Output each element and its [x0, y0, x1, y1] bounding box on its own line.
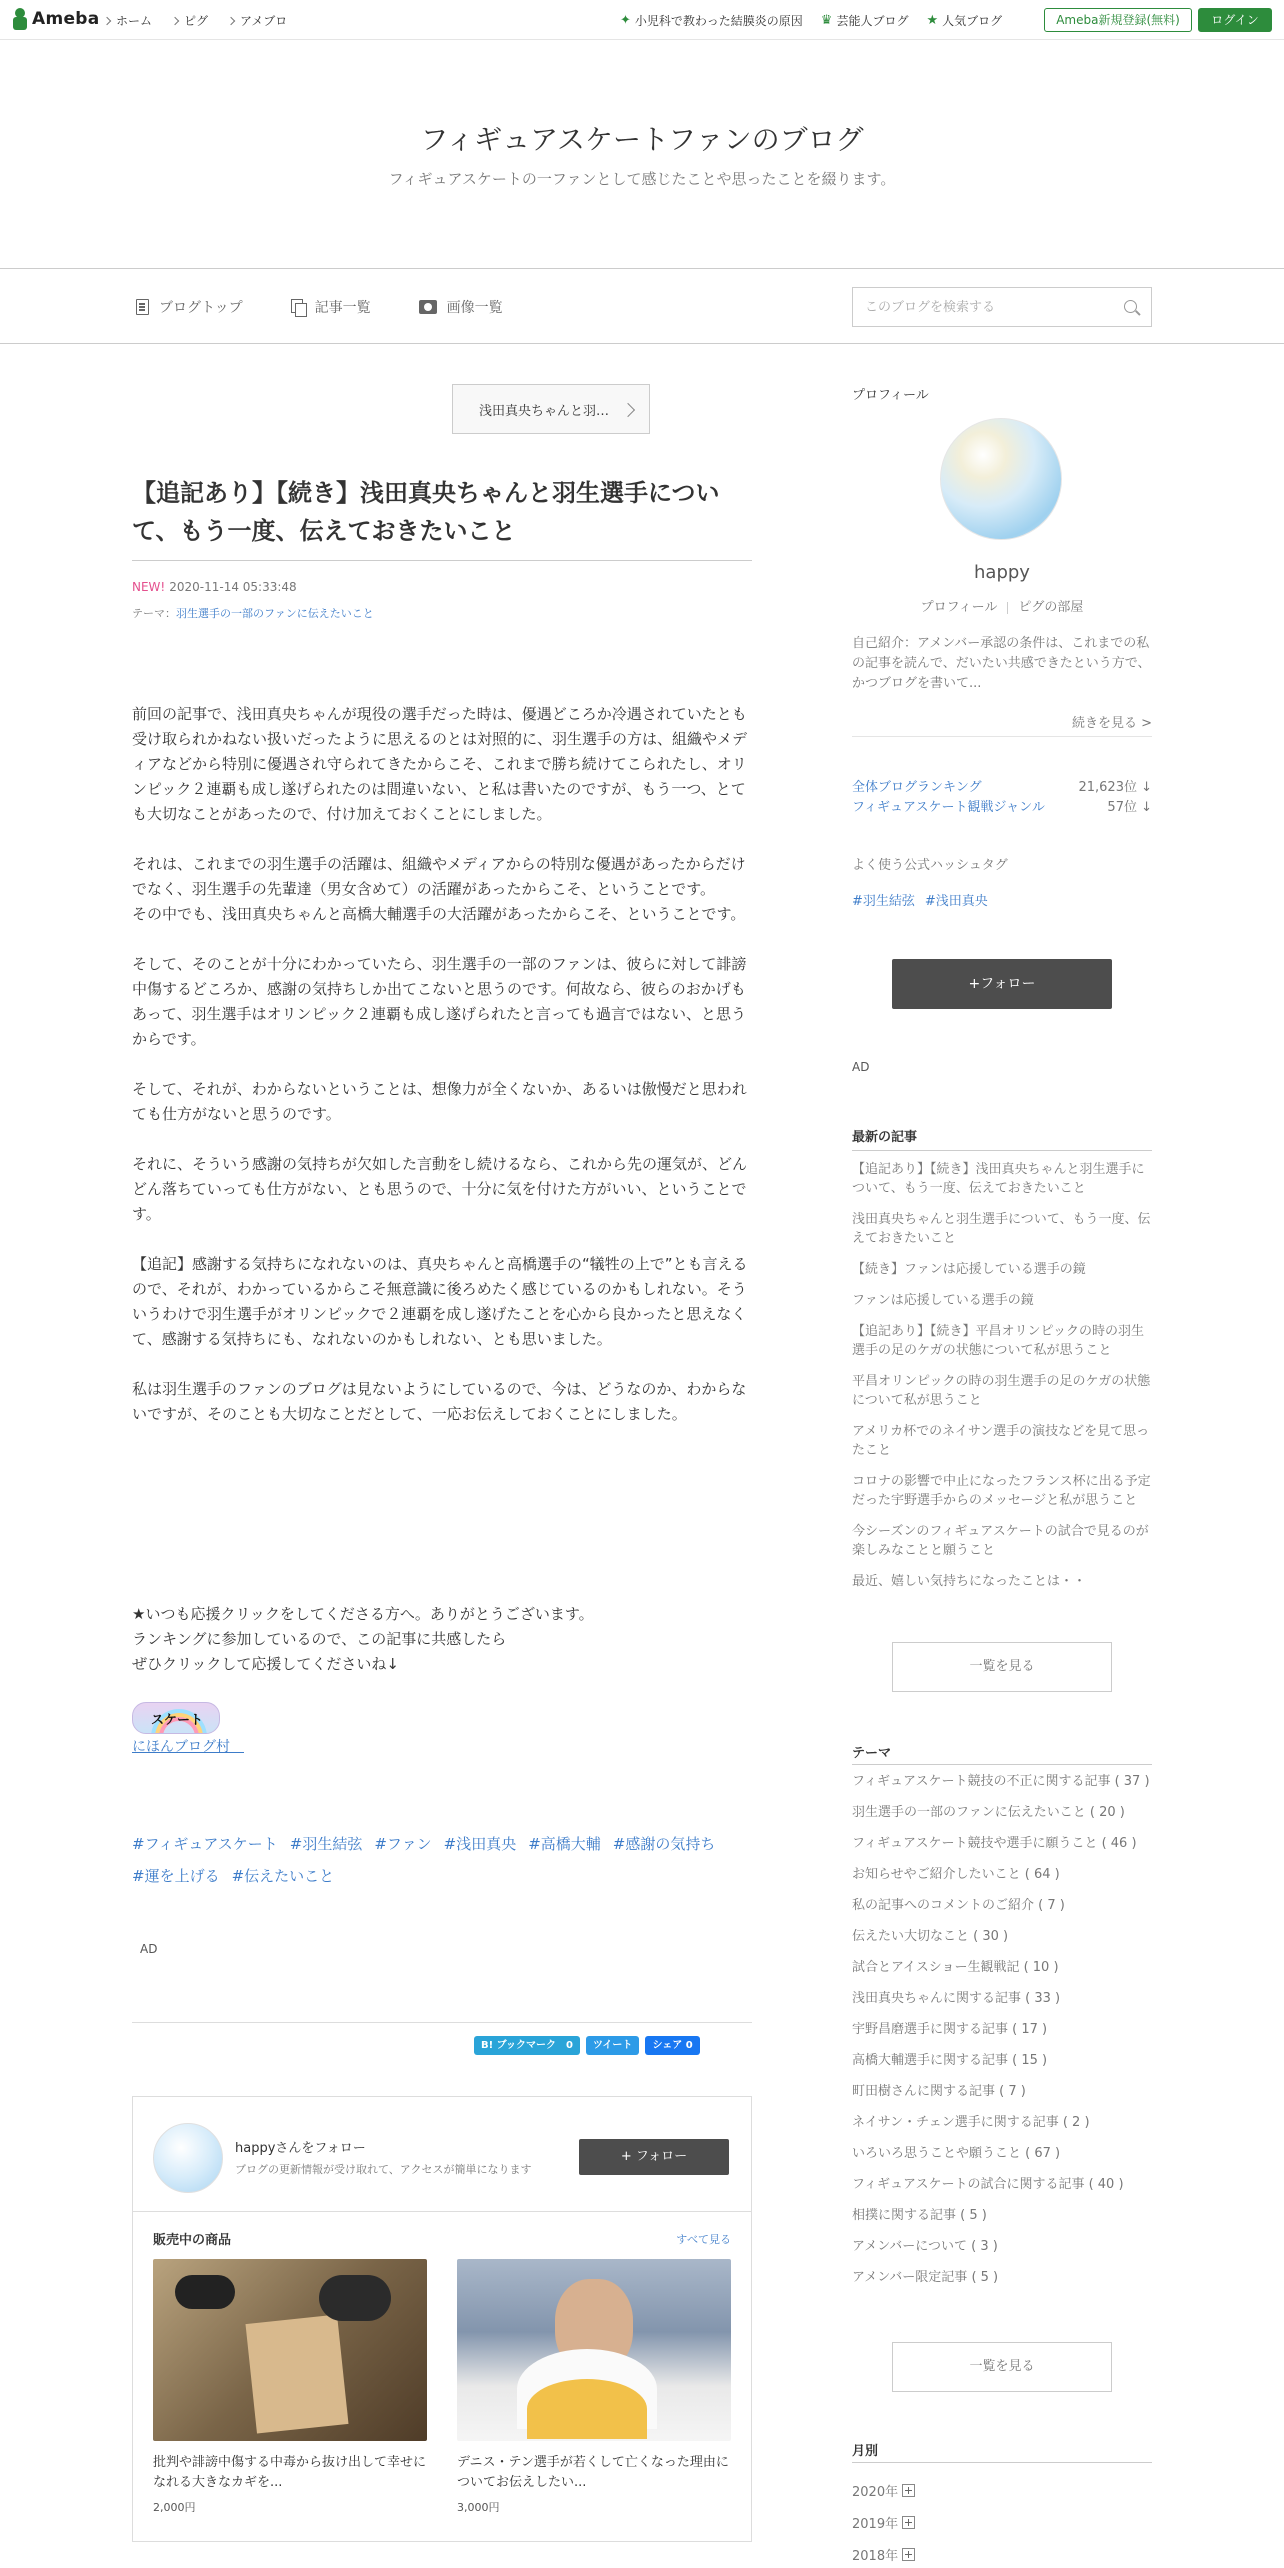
- latest-item[interactable]: コロナの影響で中止になったフランス杯に出る予定だった宇野選手からのメッセージと私が思うこと: [852, 1474, 1151, 1508]
- ranking-value: 21,623位 ↓: [1078, 780, 1152, 795]
- profile-links: [852, 596, 1152, 615]
- article-list-label: 記事一覧: [314, 300, 371, 316]
- article-body: [132, 702, 752, 1452]
- ranking-label[interactable]: 全体ブログランキング: [852, 780, 982, 795]
- logo-text: Ameba: [32, 9, 100, 29]
- ad-label: AD: [140, 1942, 158, 1956]
- hashtag[interactable]: #高橋大輔: [528, 1835, 601, 1853]
- blog-description: フィギュアスケートの一ファンとして感じたことや思ったことを綴ります。: [388, 170, 896, 188]
- product-name: 批判や誹謗中傷する中毒から抜け出して幸せになれる大きなカギを...: [153, 2455, 427, 2490]
- top-bar: [0, 0, 1284, 40]
- blog-nav: [0, 268, 1284, 344]
- promo-link-label: 小児科で教わった結膜炎の原因: [634, 14, 803, 28]
- month-label: 2019年: [852, 2516, 899, 2532]
- divider: [852, 2462, 1152, 2463]
- product-name: デニス・テン選手が若くして亡くなった理由についてお伝えしたい...: [457, 2455, 729, 2490]
- ad-label: AD: [852, 1060, 870, 1074]
- share-divider: [132, 2022, 752, 2023]
- hashtag[interactable]: #伝えたいこと: [231, 1867, 335, 1885]
- paragraph: そして、そのことが十分にわかっていたら、羽生選手の一部のファンは、彼らに対して誹謗中傷するどころか、感謝の気持ちしか出てこないと思うのです。何故なら、彼らのおかげもあって、羽生選手はオリンピック２連覇も成し遂げられたと言っても過言ではない、と思うからです。: [132, 955, 747, 1048]
- product-card[interactable]: [153, 2259, 427, 2515]
- theme-item[interactable]: フィギュアスケート競技の不正に関する記事 ( 37 ): [852, 1774, 1150, 1789]
- hashtag[interactable]: #ファン: [374, 1835, 432, 1853]
- month-item[interactable]: [852, 2506, 915, 2538]
- paragraph: そして、それが、わからないということは、想像力が全くないか、あるいは傲慢だと思われても仕方がないと思うのです。: [132, 1080, 747, 1123]
- latest-item[interactable]: 【追記あり】【続き】平昌オリンピックの時の羽生選手の足のケガの状態について私が思うこと: [852, 1324, 1144, 1358]
- chevron-right-icon: [171, 16, 179, 24]
- tweet-button[interactable]: ツイート: [586, 2036, 640, 2055]
- product-image: [153, 2259, 427, 2441]
- latest-item[interactable]: ファンは応援している選手の鏡: [852, 1293, 1034, 1308]
- theme-item[interactable]: 相撲に関する記事 ( 5 ): [852, 2208, 987, 2223]
- theme-item[interactable]: いろいろ思うことや願うこと ( 67 ): [852, 2146, 1061, 2161]
- follow-card-divider: [133, 2211, 751, 2212]
- hashtag[interactable]: #浅田真央: [924, 894, 988, 909]
- popular-blog-link[interactable]: [926, 12, 1002, 29]
- shop-see-all-link[interactable]: すべて見る: [676, 2233, 731, 2246]
- paragraph: それは、これまでの羽生選手の活躍は、組織やメディアからの特別な優遇があったからだけでなく、羽生選手の先輩達（男女含めて）の活躍があったからこそ、ということです。 その中でも、浅田真央ちゃんと高橋大輔選手の大活躍があったからこそ、ということです。: [132, 855, 746, 923]
- theme-list-button[interactable]: 一覧を見る: [892, 2342, 1112, 2392]
- paragraph: 【追記】感謝する気持ちになれないのは、真央ちゃんと高橋選手の“犠牲の上で”とも言えるので、それが、わかっているからこそ無意識に後ろめたく感じているのかもしれない。そういうわけで羽生選手がオリンピックで２連覇を成し遂げたことを心から良かったと思えなくて、感謝する気持ちにも、なれないのかもしれない、とも思いました。: [132, 1255, 748, 1348]
- nav-pigg-label: ピグ: [184, 14, 209, 28]
- theme-item[interactable]: 伝えたい大切なこと ( 30 ): [852, 1929, 1009, 1944]
- popular-blog-label: 人気ブログ: [942, 14, 1003, 28]
- camera-icon: [419, 300, 437, 314]
- follow-card: [132, 2096, 752, 2542]
- expand-plus-icon[interactable]: [902, 2548, 915, 2561]
- nav-ameblo[interactable]: [228, 12, 287, 29]
- divider: [852, 736, 1152, 737]
- ranking-message: ★いつも応援クリックをしてくださる方へ。ありがとうございます。 ランキングに参加しているので、この記事に共感したら ぜひクリックして応援してくださいね↓: [132, 1605, 594, 1673]
- article-hashtags: [132, 1828, 752, 1892]
- profile-name[interactable]: happy: [974, 562, 1030, 583]
- star-icon: ★: [926, 13, 939, 28]
- theme-item[interactable]: フィギュアスケート競技や選手に願うこと ( 46 ): [852, 1836, 1137, 1851]
- celebrity-blog-link[interactable]: [821, 12, 909, 29]
- profile-link[interactable]: プロフィール: [920, 600, 998, 615]
- product-image: [457, 2259, 731, 2441]
- chevron-right-icon: [103, 16, 111, 24]
- theme-item[interactable]: 町田樹さんに関する記事 ( 7 ): [852, 2084, 1026, 2099]
- latest-item[interactable]: 今シーズンのフィギュアスケートの試合で見るのが楽しみなことと願うこと: [852, 1524, 1149, 1558]
- article-title[interactable]: 【追記あり】【続き】浅田真央ちゃんと羽生選手について、もう一度、伝えておきたいこと: [132, 479, 720, 545]
- theme-item[interactable]: アメンバー限定記事 ( 5 ): [852, 2270, 999, 2285]
- celebrity-blog-label: 芸能人ブログ: [836, 14, 909, 28]
- profile-heading: プロフィール: [852, 388, 929, 403]
- follow-card-description: ブログの更新情報が受け取れて、アクセスが簡単になります: [235, 2163, 532, 2176]
- ameba-logo[interactable]: [12, 8, 100, 30]
- nav-home-label: ホーム: [116, 14, 153, 28]
- chevron-right-icon: [227, 16, 235, 24]
- theme-item[interactable]: お知らせやご紹介したいこと ( 64 ): [852, 1867, 1060, 1882]
- ameba-logo-icon: [12, 8, 28, 30]
- month-heading: 月別: [852, 2444, 879, 2459]
- divider: [852, 1764, 1152, 1765]
- blog-nav-links: [136, 297, 503, 317]
- article-theme: [132, 605, 374, 621]
- theme-item[interactable]: 試合とアイスショー生観戦記 ( 10 ): [852, 1960, 1059, 1975]
- blog-top-label: ブログトップ: [159, 300, 243, 316]
- latest-item[interactable]: 最近、嬉しい気持ちになったことは・・: [852, 1574, 1087, 1589]
- theme-item[interactable]: 私の記事へのコメントのご紹介 ( 7 ): [852, 1898, 1065, 1913]
- hatena-bookmark-button[interactable]: B! ブックマーク 0: [474, 2036, 580, 2055]
- paragraph: 前回の記事で、浅田真央ちゃんが現役の選手だった時は、優遇どころか冷遇されていたとも受け取られかねない扱いだったように思えるのとは対照的に、羽生選手の方は、組織やメディアなどから特別に優遇され守られてきたからこそ、これまで勝ち続けてこられたし、オリンピック２連覇も成し遂げられたのは間違いない、と私は書いたのですが、もう一つ、とても大切なことがあったので、付け加えておくことにしました。: [132, 705, 748, 823]
- document-icon: [136, 299, 149, 315]
- ranking-value: 57位 ↓: [1107, 800, 1152, 815]
- leaf-icon: ✦: [620, 13, 631, 28]
- article-list-link[interactable]: [291, 297, 371, 317]
- copy-icon: [291, 299, 305, 315]
- image-list-label: 画像一覧: [446, 300, 503, 316]
- top-nav: [104, 12, 287, 29]
- paragraph: 私は羽生選手のファンのブログは見ないようにしているので、今は、どうなのか、わからないですが、そのことも大切なことだとして、一応お伝えしておくことにしました。: [132, 1380, 747, 1423]
- article-date: 2020-11-14 05:33:48: [169, 580, 297, 594]
- image-list-link[interactable]: [419, 297, 503, 317]
- product-card[interactable]: [457, 2259, 731, 2515]
- blog-top-link[interactable]: [136, 297, 243, 317]
- crown-icon: ♛: [820, 13, 833, 28]
- hashtag[interactable]: #浅田真央: [443, 1835, 517, 1853]
- month-label: 2020年: [852, 2484, 899, 2500]
- read-more-link[interactable]: 続きを見る >: [1071, 716, 1152, 731]
- product-price: 2,000円: [153, 2501, 196, 2514]
- theme-item[interactable]: 浅田真央ちゃんに関する記事 ( 33 ): [852, 1991, 1061, 2006]
- shop-title: 販売中の商品: [153, 2233, 232, 2248]
- hashtag[interactable]: #羽生結弦: [289, 1835, 363, 1853]
- profile-intro: 自己紹介：アメンバー承認の条件は、これまでの私の記事を読んで、だいたい共感できたという方で、かつブログを書いて...: [852, 636, 1151, 691]
- share-buttons: [474, 2036, 700, 2055]
- follow-button[interactable]: + フォロー: [579, 2139, 729, 2175]
- sidebar-follow-button[interactable]: +フォロー: [892, 959, 1112, 1009]
- chevron-right-icon: [621, 403, 635, 417]
- divider: [1007, 602, 1008, 614]
- latest-list-button[interactable]: 一覧を見る: [892, 1642, 1112, 1692]
- previous-article-label: 浅田真央ちゃんと羽…: [479, 403, 610, 419]
- search-input[interactable]: [853, 288, 1103, 326]
- ranking-row: [852, 796, 1152, 815]
- follow-card-title: happyさんをフォロー: [235, 2141, 366, 2156]
- facebook-share-button[interactable]: シェア 0: [645, 2036, 699, 2055]
- latest-item[interactable]: 平昌オリンピックの時の羽生選手の足のケガの状態について私が思うこと: [852, 1374, 1151, 1408]
- product-price: 3,000円: [457, 2501, 500, 2514]
- month-label: 2018年: [852, 2548, 899, 2564]
- hashtag[interactable]: #羽生結弦: [852, 894, 915, 909]
- theme-item[interactable]: フィギュアスケートの試合に関する記事 ( 40 ): [852, 2177, 1124, 2192]
- blogmura-banner[interactable]: [132, 1702, 220, 1734]
- previous-article-button[interactable]: [452, 384, 650, 434]
- new-badge: NEW!: [132, 580, 166, 594]
- divider: [852, 1150, 1152, 1151]
- profile-avatar[interactable]: [940, 418, 1062, 540]
- ranking-label[interactable]: フィギュアスケート観戦ジャンル: [852, 800, 1045, 815]
- latest-item[interactable]: アメリカ杯でのネイサン選手の演技などを見て思ったこと: [852, 1424, 1150, 1458]
- blogmura-link[interactable]: にほんブログ村: [132, 1739, 244, 1755]
- theme-list: [852, 1772, 1152, 2299]
- theme-heading: テーマ: [852, 1746, 892, 1761]
- banner-text: スケート: [150, 1713, 203, 1728]
- avatar[interactable]: [153, 2123, 223, 2193]
- month-archive: [852, 2474, 915, 2568]
- paragraph: それに、そういう感謝の気持ちが欠如した言動をし続けるなら、これから先の運気が、どんどん落ちていっても仕方がない、とも思うので、十分に気を付けた方がいい、ということです。: [132, 1155, 748, 1223]
- hashtag[interactable]: #フィギュアスケート: [132, 1835, 278, 1853]
- nav-home[interactable]: [104, 12, 152, 29]
- nav-ameblo-label: アメブロ: [240, 14, 288, 28]
- hashtag[interactable]: #運を上げる: [132, 1867, 220, 1885]
- hashtag-heading: よく使う公式ハッシュタグ: [852, 858, 1008, 873]
- article-meta: [132, 580, 297, 594]
- nav-pigg[interactable]: [172, 12, 208, 29]
- promo-link[interactable]: [620, 12, 803, 29]
- theme-item[interactable]: 羽生選手の一部のファンに伝えたいこと ( 20 ): [852, 1805, 1125, 1820]
- title-divider: [132, 560, 752, 561]
- month-item[interactable]: [852, 2474, 915, 2506]
- latest-item[interactable]: 浅田真央ちゃんと羽生選手について、もう一度、伝えておきたいこと: [852, 1212, 1151, 1246]
- blog-search: [852, 287, 1152, 327]
- expand-plus-icon[interactable]: [902, 2516, 915, 2529]
- blog-title[interactable]: フィギュアスケートファンのブログ: [420, 123, 864, 156]
- theme-item[interactable]: アメンバーについて ( 3 ): [852, 2239, 998, 2254]
- latest-item[interactable]: 【追記あり】【続き】浅田真央ちゃんと羽生選手について、もう一度、伝えておきたいこと: [852, 1162, 1145, 1196]
- theme-item[interactable]: ネイサン・チェン選手に関する記事 ( 2 ): [852, 2115, 1090, 2130]
- latest-articles: [852, 1160, 1152, 1603]
- theme-item[interactable]: 高橋大輔選手に関する記事 ( 15 ): [852, 2053, 1048, 2068]
- register-button[interactable]: Ameba新規登録(無料): [1044, 8, 1192, 32]
- ranking-row: [852, 776, 1152, 795]
- theme-item[interactable]: 宇野昌磨選手に関する記事 ( 17 ): [852, 2022, 1048, 2037]
- search-icon[interactable]: [1124, 300, 1137, 313]
- pigg-room-link[interactable]: ピグの部屋: [1018, 600, 1084, 615]
- hashtag[interactable]: #感謝の気持ち: [612, 1835, 716, 1853]
- expand-plus-icon[interactable]: [902, 2484, 915, 2497]
- login-button[interactable]: ログイン: [1198, 8, 1272, 32]
- theme-link[interactable]: 羽生選手の一部のファンに伝えたいこと: [176, 607, 374, 620]
- sidebar-hashtags: [852, 890, 998, 909]
- month-item[interactable]: [852, 2538, 915, 2568]
- theme-prefix: テーマ：: [132, 607, 176, 620]
- latest-heading: 最新の記事: [852, 1130, 918, 1145]
- latest-item[interactable]: 【続き】ファンは応援している選手の鏡: [852, 1262, 1086, 1277]
- top-links: [620, 12, 1002, 29]
